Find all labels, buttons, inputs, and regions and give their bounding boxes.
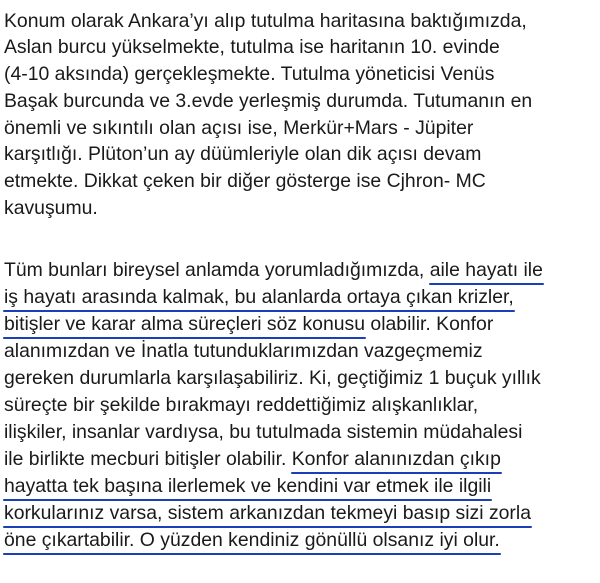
text-line: Aslan burcu yükselmekte, tutulma ise haritanın 10. evinde <box>4 36 500 58</box>
underlined-text: Konfor alanınızdan çıkıp <box>291 448 501 470</box>
text-line: süreçte bir şekilde bırakmayı reddettiğimiz alışkanlıklar, <box>4 394 479 416</box>
text-segment: Tüm bunları bireysel anlamda yorumladığımızda, <box>4 259 430 281</box>
underlined-text: bitişler ve karar alma süreçleri söz konusu <box>4 313 366 335</box>
text-segment: ile birlikte mecburi bitişler olabilir. <box>4 448 292 470</box>
text-line: (4-10 aksında) gerçekleşmekte. Tutulma yöneticisi Venüs <box>4 63 495 85</box>
text-line <box>4 501 531 525</box>
text-line: kavuşumu. <box>4 197 98 219</box>
text-line: karşıtlığı. Plüton’un ay düümleriyle olan dik açısı devam <box>4 143 482 165</box>
text-line: alanımızdan ve İnatla tutunduklarımızdan vazgeçmemiz <box>4 340 483 362</box>
text-line <box>4 474 491 498</box>
underlined-text: hayatta tek başına ilerlemek ve kendini var etmek ile ilgili <box>4 475 492 497</box>
text-line <box>4 285 514 309</box>
text-line: gereken durumlarla karşılaşabiliriz. Ki, geçtiğimiz 1 buçuk yıllık <box>4 367 541 389</box>
text-line <box>4 447 501 471</box>
text-line <box>4 528 500 552</box>
text-line: ilişkiler, insanlar vardıysa, bu tutulmada sistemin müdahalesi <box>4 421 523 443</box>
underlined-text: iş hayatı arasında kalmak, bu alanlarda ortaya çıkan krizler, <box>4 286 514 308</box>
text-line: Başak burcunda ve 3.evde yerleşmiş durumda. Tutumanın en <box>4 90 533 112</box>
underlined-text: aile hayatı ile <box>429 259 543 281</box>
text-line: Konum olarak Ankara’yı alıp tutulma haritasına baktığımızda, <box>4 10 527 32</box>
text-line <box>4 312 493 336</box>
underlined-text: öne çıkartabilir. O yüzden kendiniz gönüllü olsanız iyi olur. <box>4 529 500 551</box>
text-line <box>4 258 543 282</box>
text-line: etmekte. Dikkat çeken bir diğer gösterge ise Cjhron- MC <box>4 170 486 192</box>
underlined-text: korkularınız varsa, sistem arkanızdan tekmeyi basıp sizi zorla <box>4 502 531 524</box>
text-segment: olabilir. Konfor <box>365 313 494 335</box>
text-line: önemli ve sıkıntılı olan açısı ise, Merkür+Mars - Jüpiter <box>4 117 474 139</box>
